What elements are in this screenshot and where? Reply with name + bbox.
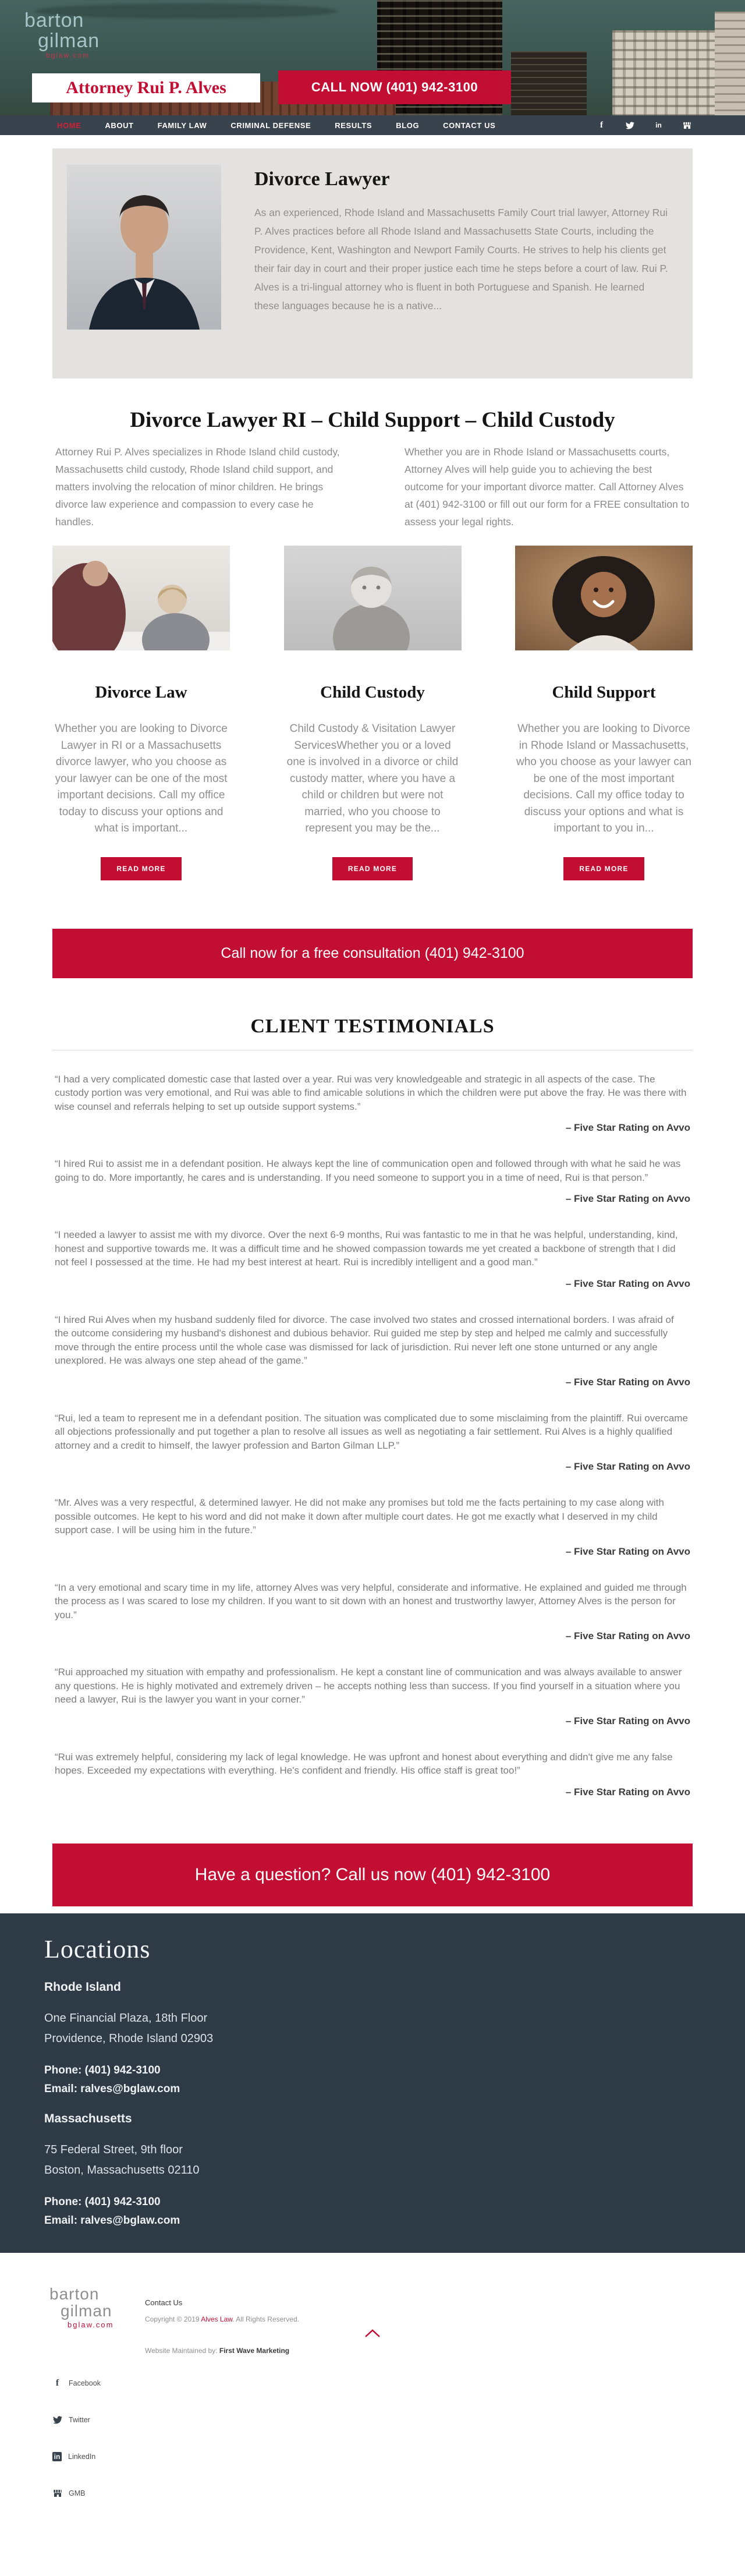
office-address xyxy=(44,2140,745,2181)
attorney-headshot-photo xyxy=(67,165,221,330)
office-address-line1: One Financial Plaza, 18th Floor xyxy=(44,2011,208,2025)
card-title: Child Custody xyxy=(320,683,425,702)
site-footer xyxy=(0,2253,745,2497)
office-address-line1: 75 Federal Street, 9th floor xyxy=(44,2143,183,2156)
hero-header xyxy=(0,0,745,115)
testimonial-quote: “I hired Rui Alves when my husband suddenly filed for divorce. The case involved two states and crossed international borders. I was afraid of the outcome considering my husband's dishonest and dubious behavior. Rui guided me step by step and helped me calmly and successfully move through the entire process until the whole case was dismissed for lack of jurisdiction. Rui never left one stone unturned or any angle unexplored. He was always one step ahead of the game.” xyxy=(55,1314,674,1366)
card-body: Child Custody & Visitation Lawyer ServicesWhether you or a loved one is involved in a divorce or child custody matter, where you have a child or children but were not married, who you choose to represent you may be the... xyxy=(286,723,459,834)
card-body: Whether you are looking to Divorce Lawyer in RI or a Massachusetts divorce lawyer, who you choose as your lawyer can be one of the most important decisions. Call my office today to discuss your options and what is important... xyxy=(55,723,228,834)
read-more-button[interactable]: READ MORE xyxy=(101,857,181,880)
main-nav xyxy=(0,115,745,135)
page-title: Divorce Lawyer RI – Child Support – Child Custody xyxy=(130,408,615,432)
intro-heading: Divorce Lawyer xyxy=(254,168,390,190)
footer-logo-line1: barton xyxy=(49,2284,100,2303)
back-to-top-button[interactable] xyxy=(364,2329,381,2341)
social-label: Facebook xyxy=(69,2379,101,2387)
office-phone[interactable]: Phone: (401) 942-3100 xyxy=(44,2195,161,2208)
testimonial-item xyxy=(55,1750,690,1798)
read-more-button[interactable]: READ MORE xyxy=(332,857,413,880)
twitter-icon[interactable] xyxy=(626,121,634,130)
nav-item[interactable]: HOME xyxy=(57,121,81,130)
locations-heading: Locations xyxy=(44,1934,151,1963)
testimonial-item xyxy=(55,1665,690,1727)
testimonials-heading: CLIENT TESTIMONIALS xyxy=(250,1015,495,1037)
copyright-line xyxy=(145,2315,299,2323)
testimonial-quote: “I had a very complicated domestic case that lasted over a year. Rui was very knowledgeable and strategic in all aspects of the case. The custody portion was very emotional, and Rui was able to find amicable solutions in which the children were put above the fray. He was there with wise counsel and referrals helping to set up outside support systems.” xyxy=(55,1073,687,1112)
testimonial-attribution: – Five Star Rating on Avvo xyxy=(565,1193,690,1204)
copyright-prefix: Copyright © 2019 xyxy=(145,2315,201,2323)
locations-footer xyxy=(0,1913,745,2253)
footer-logo[interactable] xyxy=(49,2285,113,2329)
services-intro-left: Attorney Rui P. Alves specializes in Rhode Island child custody, Massachusetts child custody, Rhode Island child support, and matters involving the relocation of minor children. He brings divorce law experience and compassion to every case he handles. xyxy=(55,446,340,528)
testimonial-attribution: – Five Star Rating on Avvo xyxy=(565,1715,690,1726)
testimonial-quote: “Rui was extremely helpful, considering my lack of legal knowledge. He was upfront and honest about everything and didn't give me any false hopes. Exceeded my expectations with everything. He's confident and friendly. His office staff is great too!” xyxy=(55,1751,673,1776)
footer-social-gmb[interactable] xyxy=(52,2487,101,2500)
card-child-support xyxy=(515,546,693,880)
testimonial-quote: “I needed a lawyer to assist me with my divorce. Over the next 6-9 months, Rui was fantastic to me in that he was helpful, understanding, kind, honest and supportive towards me. It was a difficult time and he showed compassion towards me yet created a backbone of strength that I did not feel I possessed at the time. He had my best interest at heart. Rui is incredibly intelligent and a good man.” xyxy=(55,1229,678,1268)
testimonial-attribution: – Five Star Rating on Avvo xyxy=(565,1786,690,1797)
testimonial-quote: “Rui approached my situation with empathy and professionalism. He kept a constant line of communication and was always available to answer any questions. He is highly motivated and extremely driven – he accepts nothing less than success. If you find yourself in a situation where you need a lawyer, Rui is the lawyer you want in your corner.” xyxy=(55,1666,682,1705)
services-section xyxy=(52,408,693,880)
nav-item[interactable]: RESULTS xyxy=(335,121,372,130)
office-region: Massachusetts xyxy=(44,2111,132,2125)
office-block xyxy=(44,1980,745,2096)
nav-item[interactable]: CRIMINAL DEFENSE xyxy=(230,121,311,130)
testimonial-item xyxy=(55,1496,690,1558)
footer-logo-line2: gilman xyxy=(61,2301,112,2320)
attorney-name-banner xyxy=(32,73,260,102)
office-address-line2: Boston, Massachusetts 02110 xyxy=(44,2163,200,2177)
nav-item[interactable]: ABOUT xyxy=(105,121,134,130)
testimonial-attribution: – Five Star Rating on Avvo xyxy=(565,1545,690,1557)
testimonial-attribution: – Five Star Rating on Avvo xyxy=(565,1461,690,1472)
hero-building xyxy=(715,12,745,115)
hero-building xyxy=(612,30,716,115)
hero-building xyxy=(511,51,587,115)
testimonial-item xyxy=(55,1157,690,1205)
attorney-intro-section xyxy=(52,148,693,378)
logo-domain: bglaw.com xyxy=(46,51,90,60)
maintained-prefix: Website Maintained by: xyxy=(145,2346,219,2355)
card-title: Divorce Law xyxy=(95,683,187,702)
card-body: Whether you are looking to Divorce in Rhode Island or Massachusetts, who you choose as your lawyer can be one of the most important decisions. Call my office today to discuss your options and what is important to you in... xyxy=(516,723,691,834)
divorce-law-photo xyxy=(52,546,230,650)
office-email[interactable]: Email: ralves@bglaw.com xyxy=(44,2082,180,2095)
footer-logo-domain: bglaw.com xyxy=(68,2320,114,2330)
copyright-suffix: . All Rights Reserved. xyxy=(232,2315,299,2323)
card-child-custody xyxy=(284,546,462,880)
social-label: GMB xyxy=(69,2489,86,2497)
twitter-icon xyxy=(52,2415,62,2425)
social-label: Twitter xyxy=(69,2415,90,2424)
facebook-icon: f xyxy=(55,2377,59,2388)
contact-us-link[interactable]: Contact Us xyxy=(145,2298,183,2307)
linkedin-icon[interactable]: in xyxy=(655,121,662,129)
testimonial-attribution: – Five Star Rating on Avvo xyxy=(565,1630,690,1641)
read-more-button[interactable]: READ MORE xyxy=(563,857,644,880)
banner-text: Call now for a free consultation (401) 942-3100 xyxy=(221,944,524,961)
card-divorce-law xyxy=(52,546,230,880)
intro-body: As an experienced, Rhode Island and Massachusetts Family Court trial lawyer, Attorney Rui P. Alves practices before all Rhode Island and Massachusetts State Courts, including the Providence, Kent, Washington and Newport Family Courts. He strives to help his clients get their fair day in court and their proper justice each time he steps before a court of law. Rui P. Alves is a tri-lingual attorney who is fluent in both Portuguese and Spanish. He learned these languages because he is a native... xyxy=(254,207,668,312)
gmb-icon[interactable] xyxy=(683,121,691,130)
card-title: Child Support xyxy=(552,683,656,702)
testimonial-attribution: – Five Star Rating on Avvo xyxy=(565,1278,690,1289)
offices-list xyxy=(44,1980,745,2227)
facebook-icon[interactable]: f xyxy=(600,120,603,130)
footer-social-twitter[interactable] xyxy=(52,2414,101,2426)
social-label: LinkedIn xyxy=(68,2452,96,2461)
practice-area-cards xyxy=(52,546,693,880)
services-intro-columns xyxy=(52,443,693,530)
attorney-name: Attorney Rui P. Alves xyxy=(66,78,226,97)
maintained-line xyxy=(145,2347,299,2355)
footer-social-facebook[interactable] xyxy=(52,2377,101,2390)
office-phone[interactable]: Phone: (401) 942-3100 xyxy=(44,2064,161,2076)
testimonial-item xyxy=(55,1411,690,1473)
testimonial-quote: “In a very emotional and scary time in my life, attorney Alves was very helpful, considerate and informative. He explained and guided me through the process as I was scared to lose my children. If you want to sit down with an honest and trustworthy lawyer, Attorney Alves is the person for you.” xyxy=(55,1581,687,1620)
logo-line2: gilman xyxy=(38,29,100,52)
office-address-line2: Providence, Rhode Island 02903 xyxy=(44,2032,214,2045)
testimonial-item xyxy=(55,1313,690,1388)
free-consultation-banner[interactable] xyxy=(52,929,693,978)
nav-social-icons xyxy=(597,121,691,130)
testimonial-quote: “Mr. Alves was a very respectful, & determined lawyer. He did not make any promises but told me the facts pertaining to my case along with possible outcomes. He kept to his word and did not make it down after multiple court dates. He got me exactly what I deserved in my child support case. I will be using him in the future.” xyxy=(55,1497,664,1535)
gmb-icon xyxy=(52,2488,62,2498)
logo-line1: barton xyxy=(24,9,84,31)
testimonial-item xyxy=(55,1228,690,1290)
testimonial-quote: “I hired Rui to assist me in a defendant position. He always kept the line of communication open and followed through with what he said he was going to do. More importantly, he cares and is understanding. If you need someone to support you in a time of need, Rui is that person.” xyxy=(55,1158,681,1183)
footer-info xyxy=(145,2298,299,2355)
testimonial-quote: “Rui, led a team to represent me in a defendant position. The situation was complicated due to some misclaiming from the plaintiff. Rui overcame all objections professionally and put together a plan to resolve all issues as well as negotiating a fair settlement. Rui Alves is a highly qualified attorney and a credit to himself, the lawyer profession and Barton Gilman LLP.” xyxy=(55,1412,688,1451)
testimonial-attribution: – Five Star Rating on Avvo xyxy=(565,1376,690,1388)
nav-item[interactable]: BLOG xyxy=(396,121,420,130)
footer-social-linkedin[interactable] xyxy=(52,2450,101,2463)
testimonial-item xyxy=(55,1581,690,1643)
footer-social-list xyxy=(52,2377,101,2524)
first-wave-marketing-link[interactable]: First Wave Marketing xyxy=(219,2346,290,2355)
child-support-photo xyxy=(515,546,693,650)
call-now-button[interactable]: CALL NOW (401) 942-3100 xyxy=(278,70,511,104)
linkedin-icon: in xyxy=(52,2452,62,2461)
banner-text: Have a question? Call us now (401) 942-3100 xyxy=(194,1864,551,1884)
alves-law-link[interactable]: Alves Law xyxy=(201,2315,233,2323)
services-intro-right: Whether you are in Rhode Island or Massachusetts courts, Attorney Alves will help guide you to achieving the best outcome for your important divorce matter. Call Attorney Alves at (401) 942-3100 or fill out our form for a FREE consultation to assess your legal rights. xyxy=(405,446,690,528)
child-custody-photo xyxy=(284,546,462,650)
office-email[interactable]: Email: ralves@bglaw.com xyxy=(44,2214,180,2227)
have-a-question-banner[interactable] xyxy=(52,1843,693,1906)
testimonial-item xyxy=(55,1073,690,1134)
office-address xyxy=(44,2008,745,2049)
office-block xyxy=(44,2112,745,2227)
office-region: Rhode Island xyxy=(44,1980,121,1994)
testimonials-list xyxy=(52,1073,693,1798)
nav-item[interactable]: FAMILY LAW xyxy=(157,121,207,130)
testimonial-attribution: – Five Star Rating on Avvo xyxy=(565,1122,690,1133)
barton-gilman-logo[interactable] xyxy=(24,10,100,59)
nav-item[interactable]: CONTACT US xyxy=(443,121,496,130)
testimonials-section xyxy=(52,1015,693,1798)
nav-items xyxy=(57,121,495,130)
